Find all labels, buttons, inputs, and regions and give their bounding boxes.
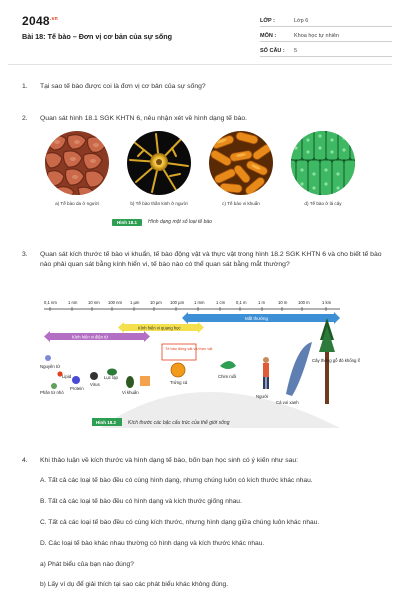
item-label: Phân tử nhỏ	[40, 390, 64, 395]
figure-18-2-caption	[92, 418, 230, 426]
cell-icon	[140, 376, 150, 386]
meta-table	[260, 14, 392, 59]
scale-label: 1 cm	[216, 300, 226, 305]
scale-label: 1 km	[322, 300, 332, 305]
callout-animal-plant	[162, 344, 213, 360]
option-b: B. Tất cả các loại tế bào đều có hình dạng và kích thước giống nhau.	[40, 498, 242, 505]
site-logo[interactable]	[22, 14, 58, 28]
item-label: Lục lạp	[104, 375, 118, 380]
bacteria-icon	[126, 376, 134, 388]
scale-label: 10 µm	[150, 300, 162, 305]
fish-egg-icon	[171, 363, 185, 377]
scale-label: 100 µm	[170, 300, 185, 305]
scale-label: 0,1 nm	[44, 300, 57, 305]
small-molecule-icon	[51, 383, 57, 389]
sub-question-b: b) Lấy ví dụ để giải thích tại sao các phát biểu khác không đúng.	[40, 581, 229, 588]
meta-row-grade	[260, 14, 392, 27]
human-icon	[263, 357, 269, 389]
band-electron-microscope	[44, 331, 150, 342]
scale-label: 1 m	[258, 300, 265, 305]
meta-row-subject	[260, 29, 392, 42]
item-label: Trứng cá	[170, 380, 188, 385]
cell-caption: d) Tế bào ở lá cây	[304, 201, 342, 206]
cell-skin	[44, 130, 110, 207]
question-text: Quan sát hình 18.1 SGK KHTN 6, nêu nhận xét về hình dạng tế bào.	[40, 115, 248, 122]
scale-label: 100 nm	[108, 300, 122, 305]
item-label: Cây thông gỗ đỏ khổng lồ	[312, 358, 360, 363]
figure-title: Hình dạng một số loại tế bào	[148, 219, 212, 225]
worksheet-header	[8, 8, 392, 60]
question-number: 4.	[22, 457, 28, 464]
virus-icon	[90, 372, 98, 380]
figure-title: Kích thước các bậc cấu trúc của thế giới sống	[128, 419, 230, 426]
question-number: 2.	[22, 115, 28, 122]
scale-label: 1 µm	[130, 300, 140, 305]
figure-18-2	[40, 296, 360, 436]
item-label: Protein	[70, 386, 84, 391]
option-c: C. Tất cả các loại tế bào đều có cùng kích thước, nhưng hình dạng giữa chúng luôn khác nhau.	[40, 519, 320, 526]
scale-labels	[44, 300, 332, 305]
scale-label: 10 nm	[88, 300, 100, 305]
question-number: 1.	[22, 83, 28, 90]
question-text: Khi thảo luận về kích thước và hình dạng tế bào, bốn bạn học sinh có ý kiến như sau:	[40, 457, 299, 464]
protein-icon	[72, 376, 80, 384]
logo-main: 2048	[22, 14, 50, 28]
item-label: Nguyên tử	[40, 364, 61, 369]
meta-value: Lớp 6	[294, 18, 309, 24]
cell-leaf	[290, 130, 356, 207]
meta-value: 5	[294, 48, 298, 54]
cell-neuron	[126, 130, 192, 207]
cell-caption: a) Tế bào da ở người	[55, 201, 99, 206]
band-light-microscope	[118, 322, 204, 333]
question-text: Quan sát kích thước tế bào vi khuẩn, tế bào động vật và thực vật trong hình 18.2 SGK KHTN 6 và cho biết tế bào nào phải quan sát bằng kính hiển vi, tế bào nào có thể quan sát bằng mắt thường?	[40, 251, 382, 268]
cell-caption: c) Tế bào vi khuẩn	[222, 201, 260, 206]
figure-badge: Hình 18.2	[96, 419, 117, 425]
figure-18-1-caption	[112, 218, 212, 226]
scale-label: 0,1 m	[236, 300, 247, 305]
callout-text: Tế bào động vật và thực vật	[165, 347, 213, 351]
neuron-cell-image	[126, 130, 192, 196]
band-label: Mắt thường	[245, 316, 268, 321]
item-label: Cá voi xanh	[276, 400, 299, 405]
option-a: A. Tất cả các loại tế bào đều có cùng hình dạng, nhưng chúng luôn có kích thước khác nhau.	[40, 477, 313, 484]
band-naked-eye	[182, 312, 340, 324]
scale-label: 1 nm	[68, 300, 78, 305]
band-label: Kính hiển vi điện tử	[72, 334, 109, 340]
blue-whale-icon	[286, 342, 312, 396]
item-label: Chim ruồi	[218, 374, 237, 379]
figure-badge: Hình 18.1	[112, 219, 142, 226]
figure-18-1	[40, 130, 362, 225]
header-divider	[8, 64, 392, 65]
hummingbird-icon	[220, 361, 236, 369]
skin-cell-image	[44, 130, 110, 196]
bacteria-cell-image	[208, 130, 274, 196]
scale-label: 1 mm	[194, 300, 205, 305]
meta-key: LỚP :	[260, 18, 275, 24]
option-d: D. Các loại tế bào khác nhau thường có hình dạng và kích thước khác nhau.	[40, 540, 265, 547]
sub-question-a: a) Phát biểu của bạn nào đúng?	[40, 561, 134, 568]
lesson-title: Bài 18: Tế bào – Đơn vị cơ bản của sự sống	[22, 32, 173, 41]
meta-row-count	[260, 44, 392, 57]
meta-key: SỐ CÂU :	[260, 48, 285, 54]
item-label: Lipid	[62, 374, 72, 379]
band-label: Kính hiển vi quang học	[138, 325, 181, 331]
cell-caption: b) Tế bào thần kinh ở người	[130, 201, 188, 206]
item-label: Virus	[90, 382, 100, 387]
logo-suffix: .vn	[49, 16, 59, 22]
item-label: Người	[256, 394, 269, 399]
item-label: Vi khuẩn	[122, 390, 139, 395]
cell-bacteria	[208, 130, 274, 207]
question-number: 3.	[22, 251, 28, 258]
meta-key: MÔN :	[260, 33, 277, 39]
atom-icon	[45, 355, 51, 361]
scale-label: 10 m	[278, 300, 288, 305]
meta-value: Khoa học tự nhiên	[294, 33, 339, 39]
scale-label: 100 m	[298, 300, 310, 305]
question-text: Tại sao tế bào được coi là đơn vị cơ bản của sự sống?	[40, 83, 206, 90]
leaf-cell-image	[290, 130, 356, 196]
